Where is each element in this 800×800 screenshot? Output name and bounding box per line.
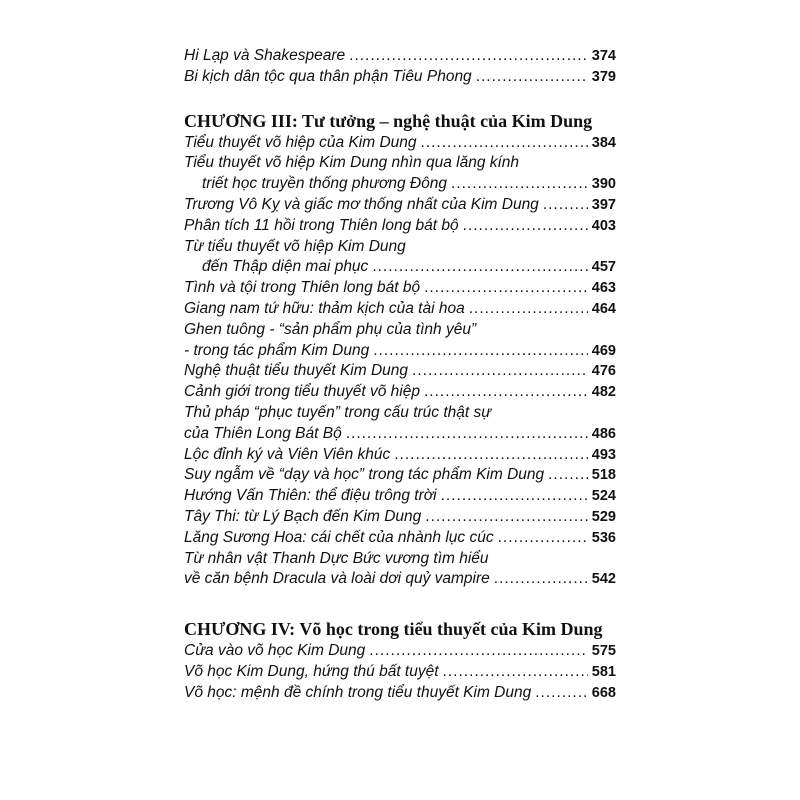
toc-entry-title: Từ tiểu thuyết võ hiệp Kim Dung xyxy=(184,237,406,255)
toc-entry-line xyxy=(184,320,616,341)
toc-entry-title: Tình và tội trong Thiên long bát bộ xyxy=(184,279,421,297)
chapter-heading: CHƯƠNG III: Tư tưởng – nghệ thuật của Kim Dung xyxy=(184,110,593,131)
dot-leader xyxy=(476,67,588,88)
page-number: 486 xyxy=(591,425,616,442)
page-number: 469 xyxy=(591,342,616,359)
page-number: 518 xyxy=(591,467,616,484)
dot-leader xyxy=(424,382,588,403)
dot-leader xyxy=(349,46,588,67)
dot-leader xyxy=(535,683,588,704)
toc-entry-title: Trương Vô Kỵ và giấc mơ thống nhất của Kim Dung xyxy=(184,195,539,213)
page-number: 581 xyxy=(591,663,616,680)
toc-entry xyxy=(184,662,616,683)
dot-leader xyxy=(548,465,588,486)
toc-entry-title: đến Thập diện mai phục xyxy=(202,258,369,276)
page-number: 384 xyxy=(591,134,616,151)
toc-entry-line xyxy=(184,549,616,570)
toc-entry-title: Cửa vào võ học Kim Dung xyxy=(184,642,366,660)
page-number: 397 xyxy=(591,196,616,213)
page-number: 493 xyxy=(591,446,616,463)
page-number: 463 xyxy=(591,280,616,297)
toc-entry-line xyxy=(184,153,616,174)
toc-entry-title: Tiểu thuyết võ hiệp Kim Dung nhìn qua lăng kính xyxy=(184,154,520,172)
dot-leader xyxy=(373,341,588,362)
dot-leader xyxy=(412,361,588,382)
dot-leader xyxy=(463,216,588,237)
toc-entry-title: triết học truyền thống phương Đông xyxy=(202,175,447,193)
dot-leader xyxy=(494,569,588,590)
toc-entry xyxy=(184,341,616,362)
toc-entry-title: Phân tích 11 hồi trong Thiên long bát bộ xyxy=(184,216,459,234)
page-number: 668 xyxy=(591,684,616,701)
toc-entry xyxy=(184,216,616,237)
dot-leader xyxy=(451,174,588,195)
toc-entry xyxy=(184,465,616,486)
toc-entry xyxy=(184,67,616,88)
toc-entry-title: Bi kịch dân tộc qua thân phận Tiêu Phong xyxy=(184,67,472,85)
page-number: 403 xyxy=(591,217,616,234)
toc-entry-title: Cảnh giới trong tiểu thuyết võ hiệp xyxy=(184,383,420,401)
page-number: 464 xyxy=(591,300,616,317)
toc-entry xyxy=(184,174,616,195)
dot-leader xyxy=(543,195,588,216)
dot-leader xyxy=(498,528,588,549)
toc-entry xyxy=(184,445,616,466)
page-number: 379 xyxy=(591,68,616,85)
page-number: 529 xyxy=(591,508,616,525)
dot-leader xyxy=(469,299,588,320)
dot-leader xyxy=(346,424,588,445)
toc-entry-title: về căn bệnh Dracula và loài dơi quỷ vampire xyxy=(184,570,490,588)
dot-leader xyxy=(394,445,588,466)
toc-entry-title: Từ nhân vật Thanh Dực Bức vương tìm hiểu xyxy=(184,549,489,567)
toc-entry-title: Võ học: mệnh đề chính trong tiểu thuyết Kim Dung xyxy=(184,683,532,701)
toc-entry xyxy=(184,683,616,704)
toc-entry xyxy=(184,278,616,299)
toc-entry-title: Thủ pháp “phục tuyến” trong cấu trúc thật sự xyxy=(184,403,492,421)
dot-leader xyxy=(424,278,588,299)
toc-entry-line xyxy=(184,403,616,424)
toc-entry xyxy=(184,486,616,507)
page-number: 575 xyxy=(591,643,616,660)
toc-entry-title: Võ học Kim Dung, hứng thú bất tuyệt xyxy=(184,662,439,680)
toc-entry-line xyxy=(184,237,616,258)
toc-entry xyxy=(184,528,616,549)
toc-entry-title: Lộc đỉnh ký và Viên Viên khúc xyxy=(184,445,391,463)
dot-leader xyxy=(421,133,588,154)
page-number: 524 xyxy=(591,488,616,505)
page-number: 536 xyxy=(591,529,616,546)
toc-entry xyxy=(184,133,616,154)
dot-leader xyxy=(425,507,588,528)
toc-entry-title: Tây Thi: từ Lý Bạch đến Kim Dung xyxy=(184,507,422,525)
toc-entry xyxy=(184,424,616,445)
toc-entry xyxy=(184,507,616,528)
dot-leader xyxy=(369,641,588,662)
toc-entry xyxy=(184,361,616,382)
page-number: 542 xyxy=(591,571,616,588)
toc-entry-title: Nghệ thuật tiểu thuyết Kim Dung xyxy=(184,362,409,380)
page-number: 390 xyxy=(591,176,616,193)
toc-entry-title: Giang nam tứ hữu: thảm kịch của tài hoa xyxy=(184,299,465,317)
toc-entry xyxy=(184,382,616,403)
toc-entry-title: Ghen tuông - “sản phẩm phụ của tình yêu” xyxy=(184,320,477,338)
toc-entry-title: - trong tác phẩm Kim Dung xyxy=(184,341,370,359)
toc-entry xyxy=(184,46,616,67)
toc-entry xyxy=(184,257,616,278)
table-of-contents xyxy=(184,46,616,704)
dot-leader xyxy=(372,257,587,278)
chapter-heading: CHƯƠNG IV: Võ học trong tiểu thuyết của Kim Dung xyxy=(184,619,603,640)
toc-entry xyxy=(184,569,616,590)
toc-entry-title: của Thiên Long Bát Bộ xyxy=(184,424,342,442)
toc-entry-title: Suy ngẫm về “dạy và học” trong tác phẩm Kim Dung xyxy=(184,466,545,484)
page-number: 374 xyxy=(591,48,616,64)
toc-entry-title: Hi Lạp và Shakespeare xyxy=(184,47,346,64)
toc-entry-title: Lăng Sương Hoa: cái chết của nhành lục cúc xyxy=(184,528,494,546)
toc-entry-title: Hướng Vấn Thiên: thể điệu trông trời xyxy=(184,487,437,505)
page-number: 482 xyxy=(591,384,616,401)
dot-leader xyxy=(441,486,588,507)
toc-entry xyxy=(184,195,616,216)
page-number: 457 xyxy=(591,259,616,276)
page-number: 476 xyxy=(591,363,616,380)
toc-entry xyxy=(184,641,616,662)
toc-entry-title: Tiểu thuyết võ hiệp của Kim Dung xyxy=(184,133,417,151)
dot-leader xyxy=(443,662,588,683)
toc-entry xyxy=(184,299,616,320)
